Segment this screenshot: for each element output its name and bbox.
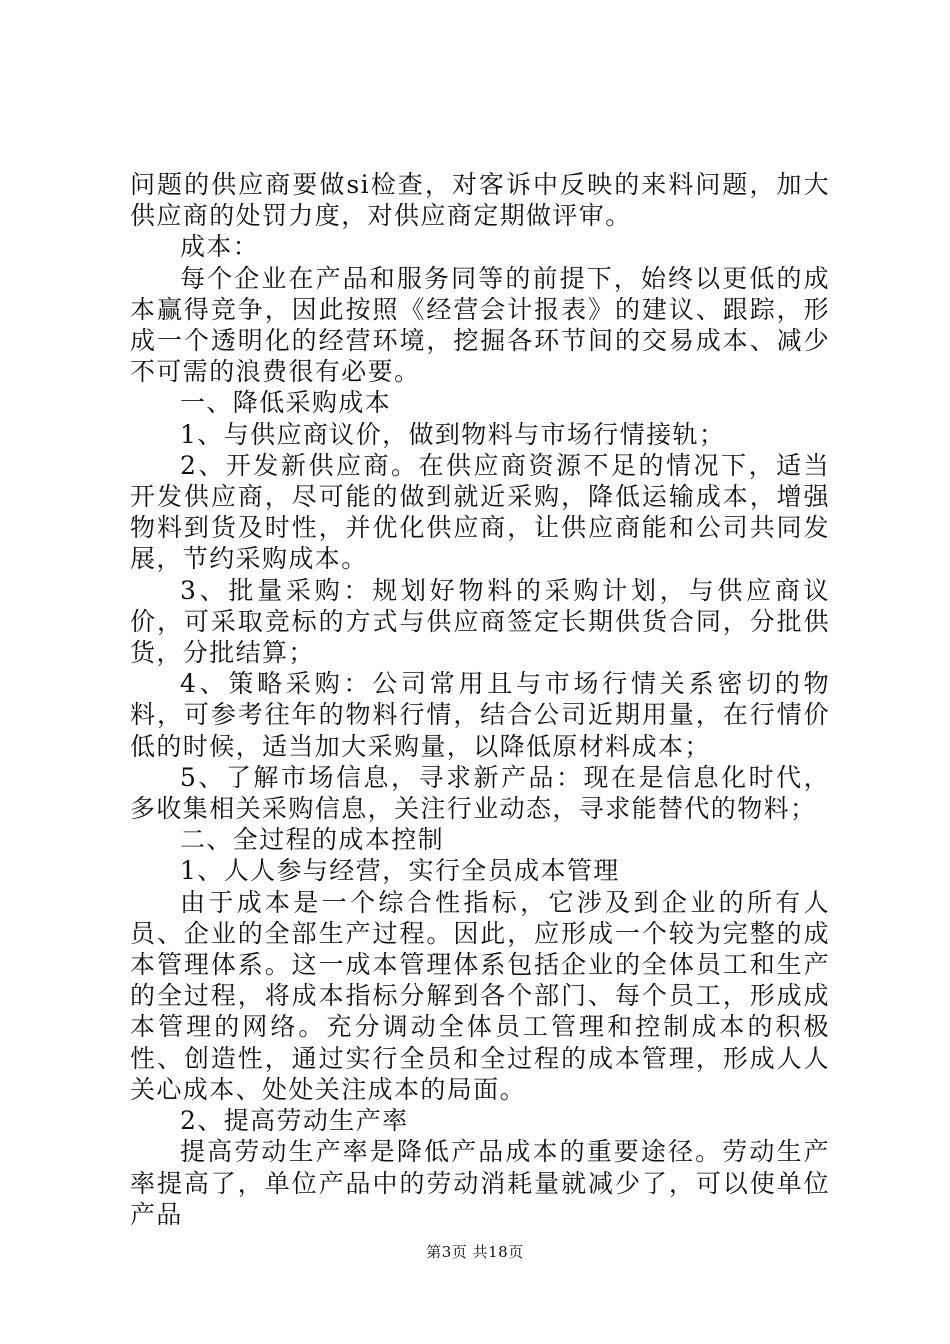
paragraph-12: 由于成本是一个综合性指标，它涉及到企业的所有人员、企业的全部生产过程。因此，应形成一个较为完整的成本管理体系。这一成本管理体系包括企业的全体员工和生产的全过程，将成本指标分解到各个部门、每个员工，形成成本管理的网络。充分调动全体员工管理和控制成本的积极性、创造性，通过实行全员和全过程的成本管理，形成人人关心成本、处处关注成本的局面。: [130, 887, 830, 1104]
paragraph-5: 1、与供应商议价，做到物料与市场行情接轨；: [180, 419, 726, 449]
paragraph-7: 3、批量采购：规划好物料的采购计划，与供应商议价，可采取竞标的方式与供应商签定长期供货合同，分批供货，分批结算；: [130, 575, 830, 668]
paragraph-9: 5、了解市场信息，寻求新产品：现在是信息化时代，多收集相关采购信息，关注行业动态，寻求能替代的物料；: [130, 762, 830, 824]
heading-2: 二、全过程的成本控制: [180, 825, 445, 855]
page-footer: 第3页 共18页: [426, 1243, 524, 1261]
subheading-2: 2、提高劳动生产率: [180, 1106, 409, 1136]
document-body: [130, 169, 830, 1230]
paragraph-8: 4、策略采购：公司常用且与市场行情关系密切的物料，可参考往年的物料行情，结合公司近期用量，在行情价低的时候，适当加大采购量，以降低原材料成本；: [130, 669, 830, 761]
heading-1: 一、降低采购成本: [180, 388, 392, 418]
subheading-1: 1、人人参与经营，实行全员成本管理: [180, 856, 620, 886]
paragraph-14: 提高劳动生产率是降低产品成本的重要途径。劳动生产率提高了，单位产品中的劳动消耗量就减少了，可以使单位产品: [130, 1137, 830, 1229]
paragraph-3: 每个企业在产品和服务同等的前提下，始终以更低的成本赢得竞争，因此按照《经营会计报表》的建议、跟踪，形成一个透明化的经营环境，挖掘各环节间的交易成本、减少不可需的浪费很有必要。: [130, 263, 830, 387]
paragraph-2: 成本：: [180, 232, 260, 262]
paragraph-6: 2、开发新供应商。在供应商资源不足的情况下，适当开发供应商，尽可能的做到就近采购，降低运输成本，增强物料到货及时性，并优化供应商，让供应商能和公司共同发展，节约采购成本。: [130, 450, 830, 574]
paragraph-1: 问题的供应商要做si检查，对客诉中反映的来料问题，加大供应商的处罚力度，对供应商定期做评审。: [130, 170, 830, 231]
